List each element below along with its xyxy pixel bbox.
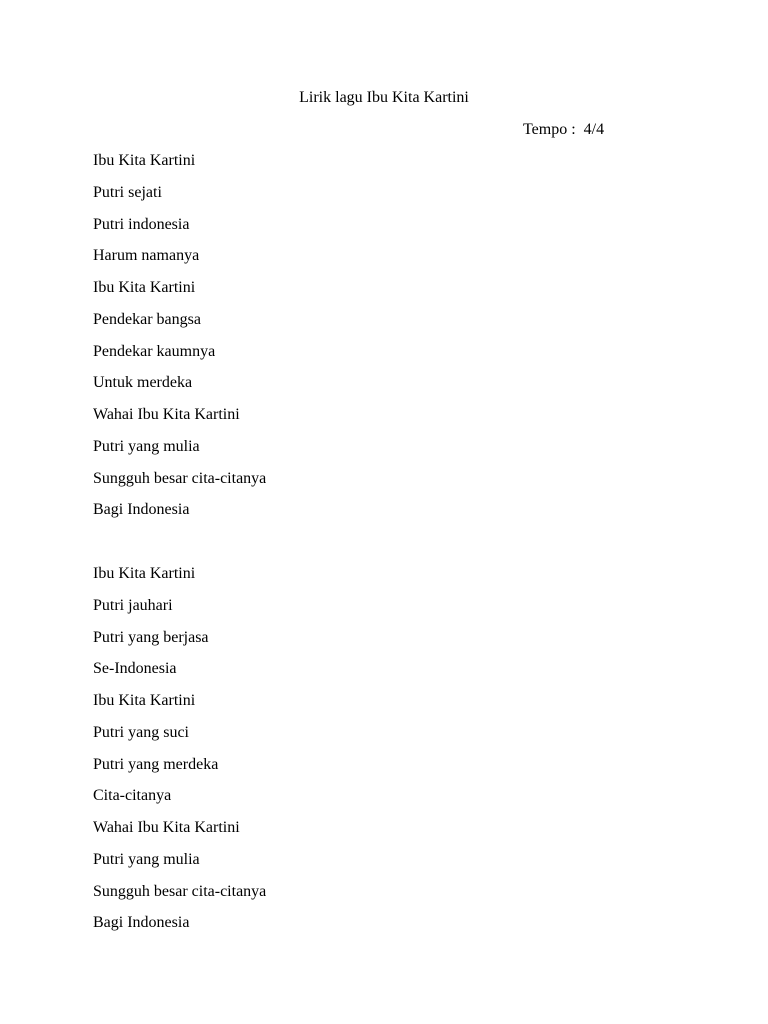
lyric-line: Wahai Ibu Kita Kartini	[93, 406, 240, 423]
lyric-line: Putri yang suci	[93, 723, 189, 741]
verse-2	[93, 564, 266, 945]
lyric-line: Pendekar kaumnya	[93, 342, 216, 360]
lyric-line: Ibu Kita Kartini	[93, 279, 196, 296]
lyric-line: Putri sejati	[93, 183, 162, 201]
lyric-line: Bagi Indonesia	[93, 914, 190, 932]
lyric-line: Cita-citanya	[93, 787, 172, 805]
lyric-line: Putri yang mulia	[93, 850, 200, 868]
lyric-line: Bagi Indonesia	[93, 501, 190, 519]
lyric-line: Se-Indonesia	[93, 660, 177, 678]
document-title: Lirik lagu Ibu Kita Kartini	[299, 89, 469, 106]
lyric-line: Untuk merdeka	[93, 374, 193, 392]
lyric-line: Putri jauhari	[93, 596, 173, 614]
lyric-line: Ibu Kita Kartini	[93, 152, 196, 169]
lyric-line: Putri indonesia	[93, 215, 190, 233]
tempo-label: Tempo : 4/4	[523, 121, 605, 138]
lyric-line: Putri yang merdeka	[93, 755, 219, 773]
verse-1	[93, 151, 266, 532]
lyric-line: Pendekar bangsa	[93, 310, 201, 328]
lyric-line: Ibu Kita Kartini	[93, 565, 196, 582]
lyric-line: Sungguh besar cita-citanya	[93, 882, 267, 900]
lyric-line: Wahai Ibu Kita Kartini	[93, 819, 240, 836]
lyric-line: Ibu Kita Kartini	[93, 692, 196, 709]
lyric-line: Putri yang mulia	[93, 437, 200, 455]
lyric-line: Harum namanya	[93, 247, 200, 265]
lyric-line: Putri yang berjasa	[93, 628, 209, 646]
lyric-line: Sungguh besar cita-citanya	[93, 469, 267, 487]
